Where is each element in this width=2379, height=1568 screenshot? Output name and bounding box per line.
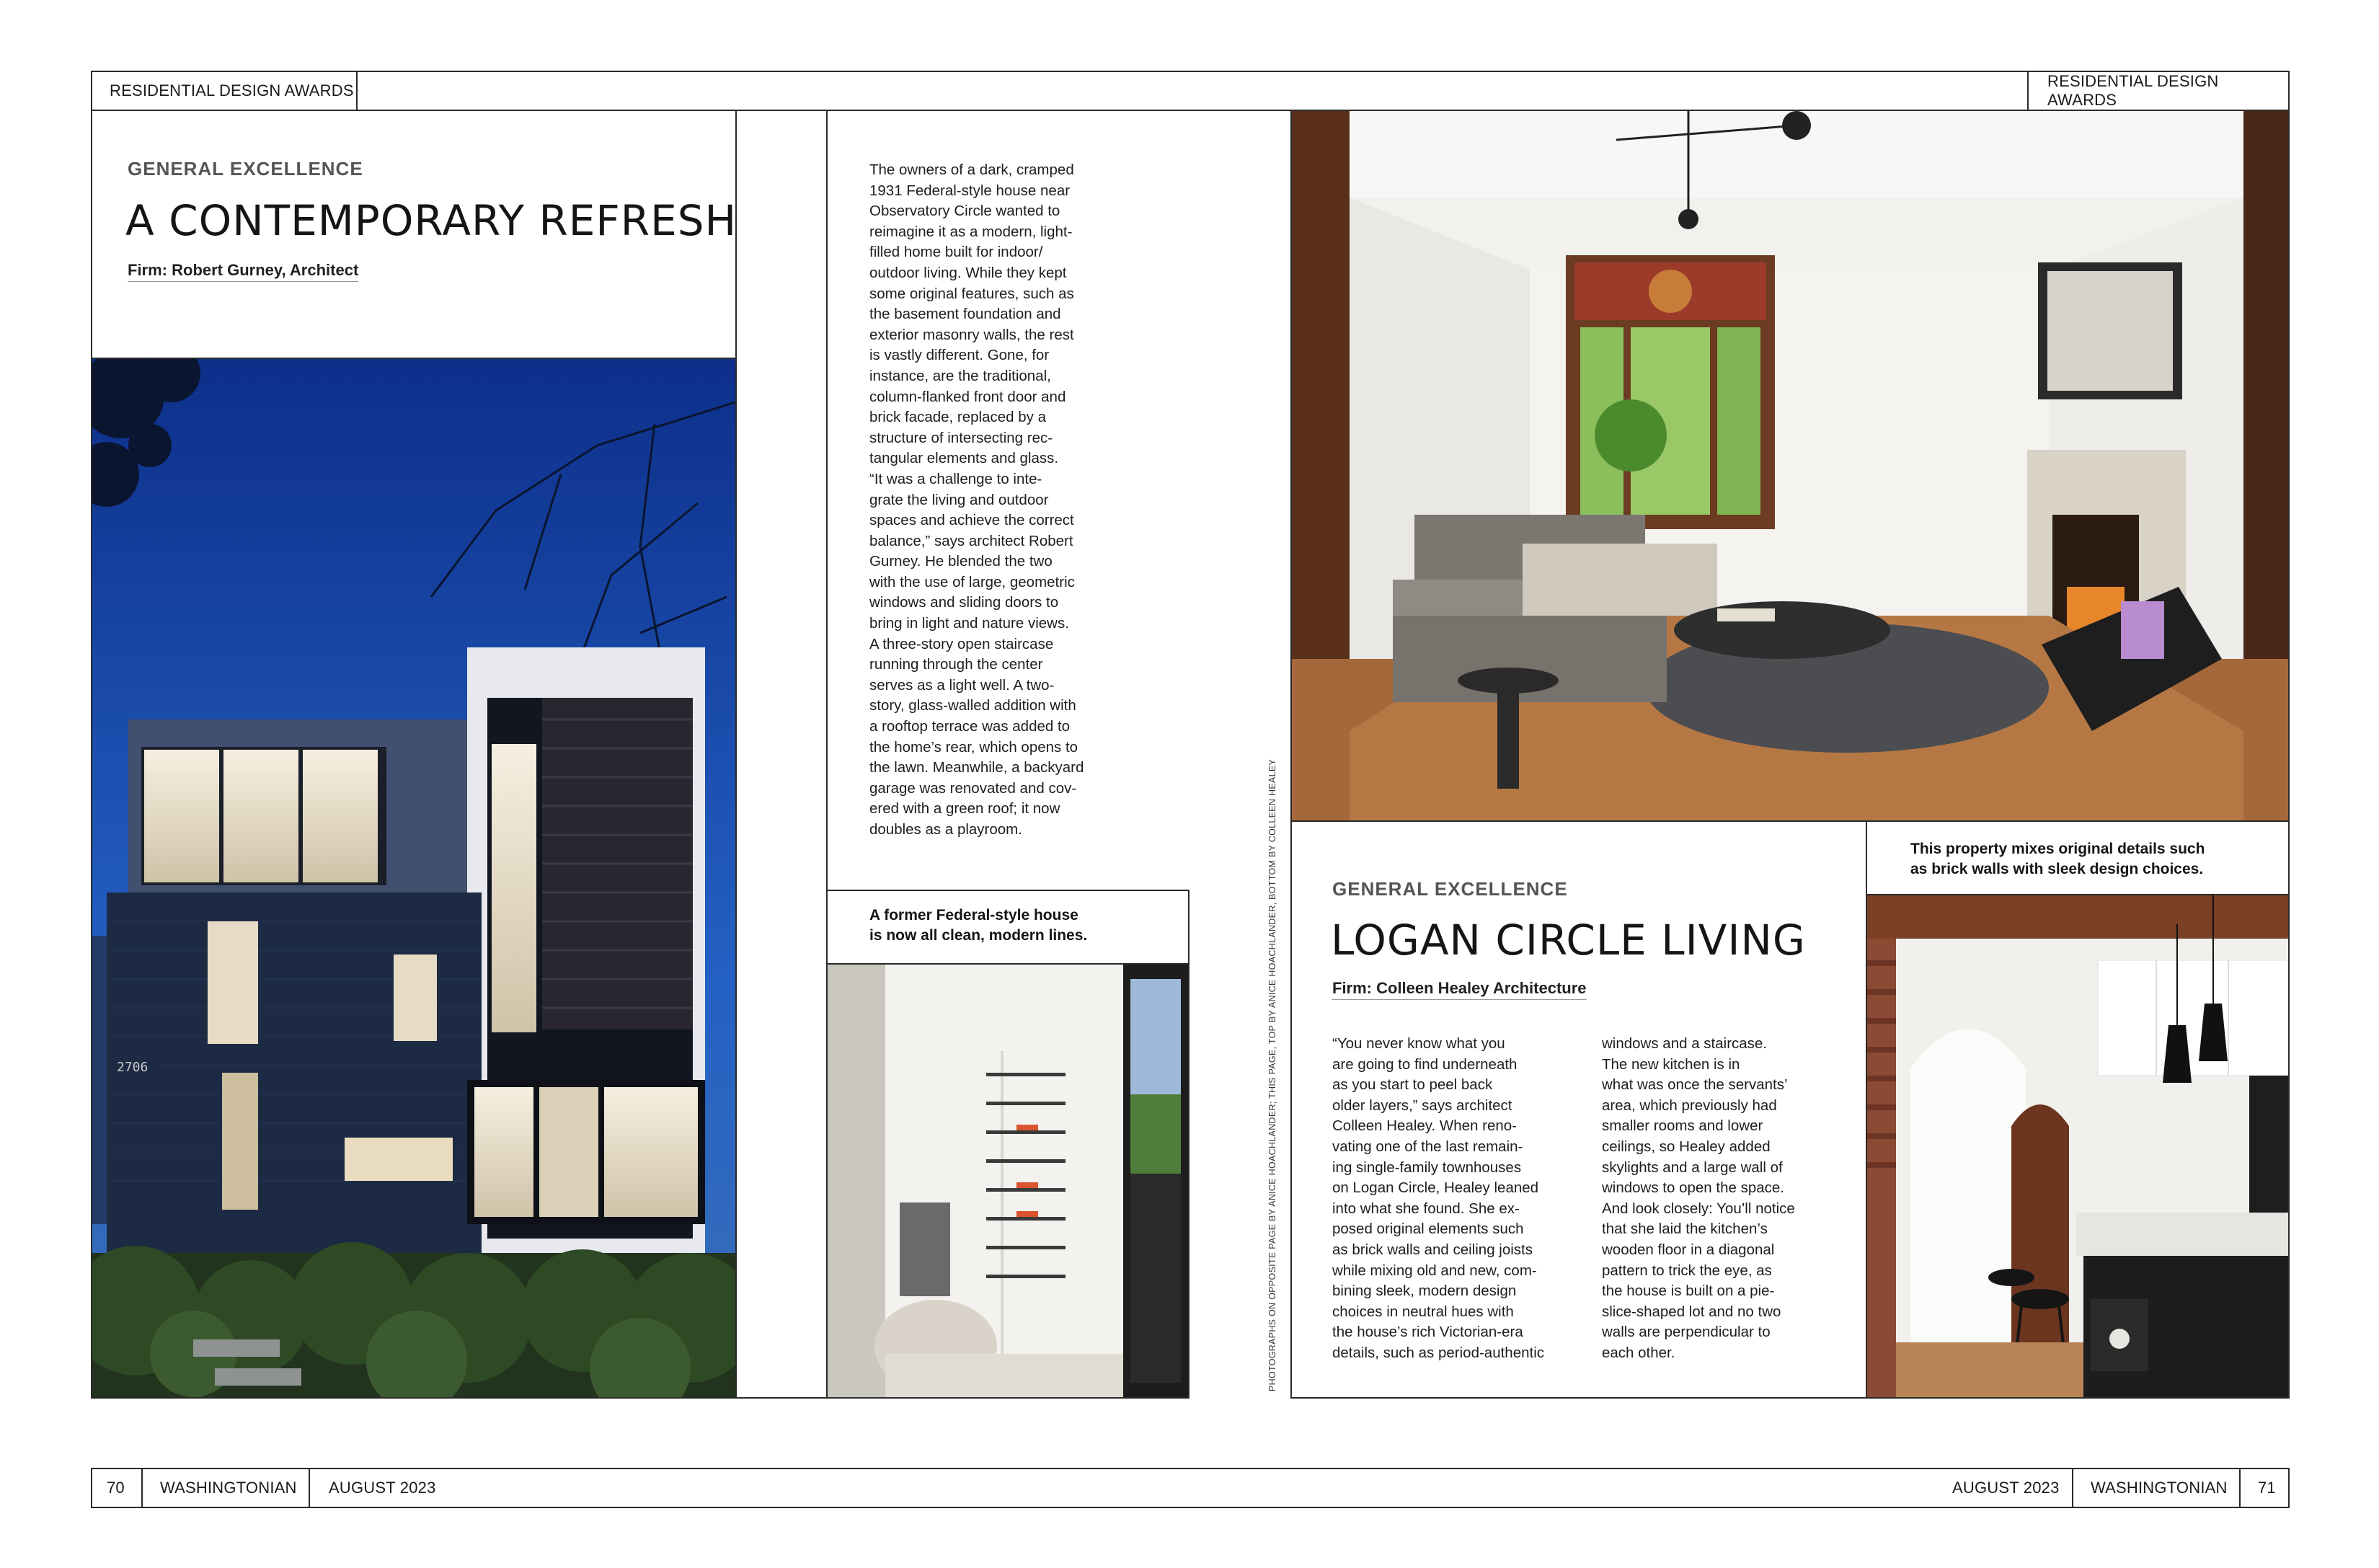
footer-bar xyxy=(91,1468,2290,1508)
article1-firm: Firm: Robert Gurney, Architect xyxy=(128,261,358,282)
header-divider-left xyxy=(356,72,358,110)
frame-right-edge xyxy=(2288,110,2290,1399)
article2-kicker: GENERAL EXCELLENCE xyxy=(1332,878,1568,900)
article2-photo-bottom-rule xyxy=(1290,820,2290,822)
article2-kitchen-photo xyxy=(1867,895,2288,1397)
header-section-label-left: RESIDENTIAL DESIGN AWARDS xyxy=(110,81,354,99)
article2-living-room-photo xyxy=(1292,111,2288,820)
article1-interior-hallway-photo xyxy=(828,965,1188,1397)
article2-photo-caption: This property mixes original details such as brick walls with sleek design choices. xyxy=(1910,841,2205,877)
header-bar xyxy=(91,71,2290,111)
article1-body-text: The owners of a dark, cramped 1931 Federal-style house near Observatory Circle wanted to reimagine it as a modern, light- filled home built for indoor/ outdoor living. While they kept some original features, such as the basement foundation and exterior masonry walls, the rest is vastly different. Gone, for instance, are the traditional, column-flanked front door and brick facade, replaced by a structure of intersecting rec- tangular elements and glass. “It was a challenge to inte- grate the living and outdoor spaces and achieve the correct balance,” says architect Robert Gurney. He blended the two with the use of large, geometric windows and sliding doors to bring in light and nature views. A three-story open staircase running through the center serves as a light well. A two- story, glass-walled addition with a rooftop terrace was added to the home’s rear, which opens to the lawn. Meanwhile, a backyard garage was renovated and cov- ered with a green roof; it now doubles as a playroom. xyxy=(869,161,1084,838)
footer-magazine-right: WASHINGTONIAN xyxy=(2091,1479,2228,1497)
footer-magazine-left: WASHINGTONIAN xyxy=(160,1479,297,1497)
footer-date-right: AUGUST 2023 xyxy=(1952,1479,2060,1497)
footer-page-number-left: 70 xyxy=(107,1479,125,1497)
column-divider-a xyxy=(735,110,737,1399)
frame-bottom-left xyxy=(91,1397,1190,1399)
column-divider-c xyxy=(1188,891,1190,1399)
article1-caption-top-rule xyxy=(826,890,1190,891)
footer-divider-4 xyxy=(2239,1469,2241,1507)
article1-house-exterior-photo xyxy=(92,359,735,1397)
article2-firm: Firm: Colleen Healey Architecture xyxy=(1332,979,1587,1000)
footer-page-number-right: 71 xyxy=(2258,1479,2276,1497)
article2-body-column-2: windows and a staircase. The new kitchen is in what was once the servants’ area, which previously had smaller rooms and lower ceilings, so Healey added skylights and a large wall of windows to open the space. And look closely: You’ll notice that she laid the kitchen’s wooden floor in a diagonal pattern to trick the eye, as the house is built on a pie- slice-shaped lot and no two walls are perpendicular to each other. xyxy=(1602,1035,1795,1361)
photo-credit: PHOTOGRAPHS ON OPPOSITE PAGE BY ANICE HOACHLANDER; THIS PAGE, TOP BY ANICE HOACHLANDER, BOTTOM BY COLLEEN HEALEY xyxy=(1267,758,1277,1391)
footer-divider-3 xyxy=(2072,1469,2073,1507)
article1-kicker: GENERAL EXCELLENCE xyxy=(128,158,363,180)
header-section-label-right: RESIDENTIAL DESIGN AWARDS xyxy=(2047,72,2219,109)
article1-title: A CONTEMPORARY REFRESH xyxy=(125,196,737,245)
svg-text:2706: 2706 xyxy=(117,1060,149,1075)
footer-divider-1 xyxy=(141,1469,143,1507)
article2-body-column-1: “You never know what you are going to find underneath as you start to peel back older layers,” says architect Colleen Healey. When reno- vating one of the last remain- ing single-family townhouses on Logan Circle, Healey leaned into what she found. She ex- posed original elements such as brick walls and ceiling joists while mixing old and new, com- bining sleek, modern design choices in neutral hues with the house’s rich Victorian-era details, such as period-authentic xyxy=(1332,1035,1545,1361)
footer-date-left: AUGUST 2023 xyxy=(329,1479,436,1497)
footer-divider-2 xyxy=(309,1469,310,1507)
header-divider-right xyxy=(2027,72,2029,110)
frame-bottom-right xyxy=(1290,1397,2290,1399)
article2-title: LOGAN CIRCLE LIVING xyxy=(1331,916,1806,965)
article1-photo-caption: A former Federal-style house is now all clean, modern lines. xyxy=(869,907,1088,944)
